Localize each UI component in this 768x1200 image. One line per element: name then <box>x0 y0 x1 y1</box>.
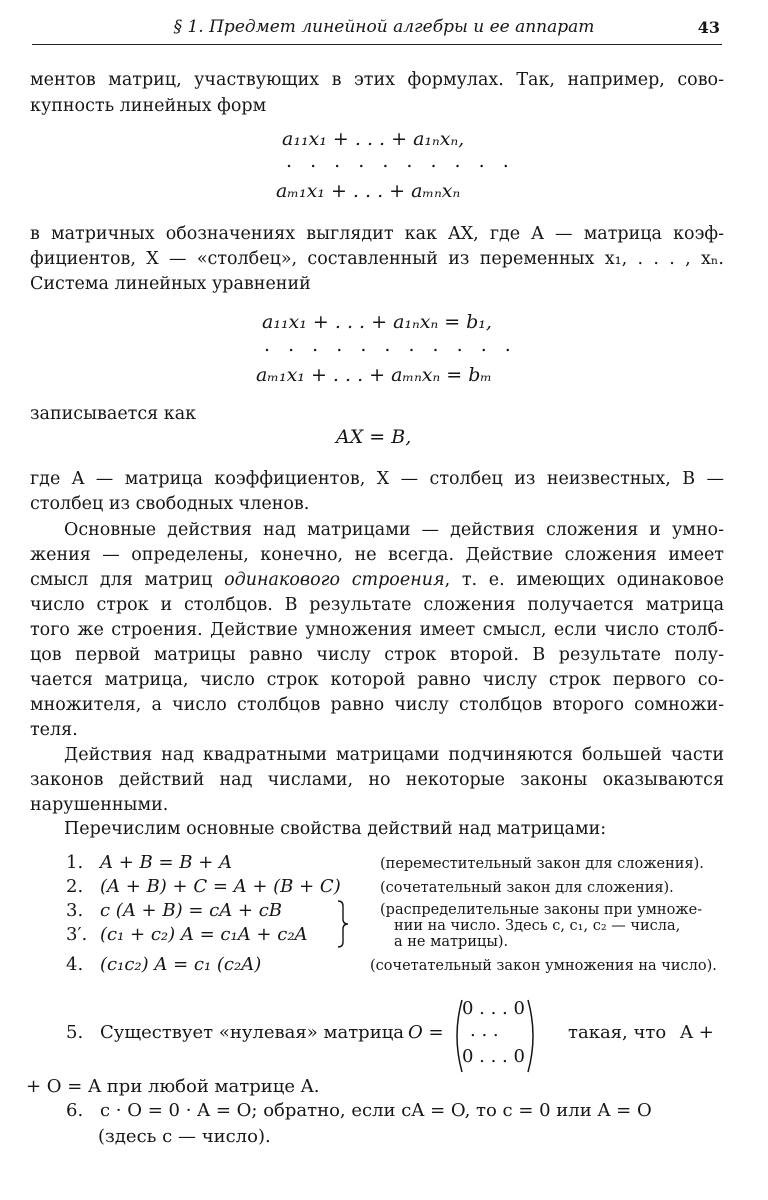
property-2 <box>66 876 341 897</box>
text-line: чается матрица, число строк которой равно числу строк первого со- <box>30 670 724 690</box>
distributive-note-line: а не матрицы). <box>394 934 509 950</box>
zero-matrix-lhs: O = <box>408 1022 444 1043</box>
property-3-prime <box>66 924 308 945</box>
property-formula: (c₁c₂) A = c₁ (c₂A) <box>100 954 262 975</box>
item-5-tail-formula: A + <box>680 1022 714 1043</box>
text-line: теля. <box>30 720 78 740</box>
property-number: 4. <box>66 954 84 975</box>
dots-row: . . . . . . . . . . . <box>264 334 517 356</box>
system-eq-m: aₘ₁x₁ + . . . + aₘₙxₙ = bₘ <box>256 364 493 386</box>
property-number: 1. <box>66 852 84 873</box>
text-line: где A — матрица коэффициентов, X — столбец из неизвестных, B — <box>30 469 724 489</box>
header-rule <box>32 44 722 45</box>
running-header: § 1. Предмет линейной алгебры и ее аппарат <box>173 17 595 37</box>
property-formula: A + B = B + A <box>100 852 233 873</box>
property-formula: (c₁ + c₂) A = c₁A + c₂A <box>100 924 308 945</box>
text-line: Основные действия над матрицами — действия сложения и умно- <box>64 520 724 540</box>
text-line: фициентов, X — «столбец», составленный из переменных x₁, . . . , xₙ. <box>30 249 724 269</box>
distributive-note-line: нии на число. Здесь c, c₁, c₂ — числа, <box>394 918 681 934</box>
matrix-equation: AX = B, <box>336 426 412 448</box>
property-3 <box>66 900 282 921</box>
property-formula: (A + B) + C = A + (B + C) <box>100 876 341 897</box>
emphasized-term: одинакового строения <box>224 570 445 590</box>
item-5-continuation: + O = A при любой матрице A. <box>26 1076 320 1097</box>
item-number: 5. <box>66 1022 84 1043</box>
distributive-note-line: (распределительные законы при умноже- <box>380 902 703 918</box>
text-line: того же строения. Действие умножения имеет смысл, если число столб- <box>30 620 724 640</box>
linear-form-m: aₘ₁x₁ + . . . + aₘₙxₙ <box>276 180 461 202</box>
text-line: жения — определены, конечно, не всегда. Действие сложения имеет <box>30 545 724 565</box>
item-6-statement: c · O = 0 · A = O; обратно, если cA = O, то c = 0 или A = O <box>100 1100 652 1121</box>
property-number: 3′. <box>66 924 88 945</box>
property-note: (сочетательный закон для сложения). <box>380 880 674 896</box>
item-5-statement: Существует «нулевая» матрица <box>100 1022 405 1043</box>
item-number: 6. <box>66 1100 84 1121</box>
property-1 <box>66 852 232 873</box>
matrix-row: 0 . . . 0 <box>462 998 525 1019</box>
property-number: 2. <box>66 876 84 897</box>
text-line: законов действий над числами, но некоторые законы оказываются <box>30 770 724 790</box>
item-6-remark: (здесь c — число). <box>98 1126 271 1147</box>
linear-form-1: a₁₁x₁ + . . . + a₁ₙxₙ, <box>282 128 465 150</box>
text-line: нарушенными. <box>30 795 169 815</box>
text-line: Система линейных уравнений <box>30 274 311 294</box>
item-5-tail: такая, что <box>568 1022 667 1043</box>
property-formula: c (A + B) = cA + cB <box>100 900 283 921</box>
property-note: (переместительный закон для сложения). <box>380 856 704 872</box>
dots-row: . . . . . . . . . . <box>286 150 515 172</box>
page-number: 43 <box>697 18 720 37</box>
text-line: записывается как <box>30 404 197 424</box>
property-note: (сочетательный закон умножения на число). <box>370 958 717 974</box>
text-line: Перечислим основные свойства действий над матрицами: <box>64 819 607 839</box>
property-number: 3. <box>66 900 84 921</box>
right-paren-icon <box>526 998 540 1074</box>
matrix-row: 0 . . . 0 <box>462 1046 525 1067</box>
item-5-text <box>66 1022 404 1043</box>
text-line: ментов матриц, участвующих в этих формулах. Так, например, сово- <box>30 70 724 90</box>
property-4 <box>66 954 261 975</box>
matrix-row: . . . <box>470 1020 499 1041</box>
text-line: цов первой матрицы равно числу строк второй. В результате полу- <box>30 645 724 665</box>
text-line: Действия над квадратными матрицами подчиняются большей части <box>64 745 724 765</box>
text-line: в матричных обозначениях выглядит как AX, где A — матрица коэф- <box>30 224 724 244</box>
right-brace-icon <box>336 900 350 948</box>
text-line: купность линейных форм <box>30 96 267 116</box>
text-line: множителя, а число столбцов равно числу столбцов второго сомножи- <box>30 695 724 715</box>
item-6-line <box>66 1100 652 1121</box>
system-eq-1: a₁₁x₁ + . . . + a₁ₙxₙ = b₁, <box>262 311 492 333</box>
text-line: столбец из свободных членов. <box>30 494 310 514</box>
text-line: смысл для матриц одинакового строения, т. е. имеющих одинаковое <box>30 570 724 590</box>
text-line: число строк и столбцов. В результате сложения получается матрица <box>30 595 724 615</box>
